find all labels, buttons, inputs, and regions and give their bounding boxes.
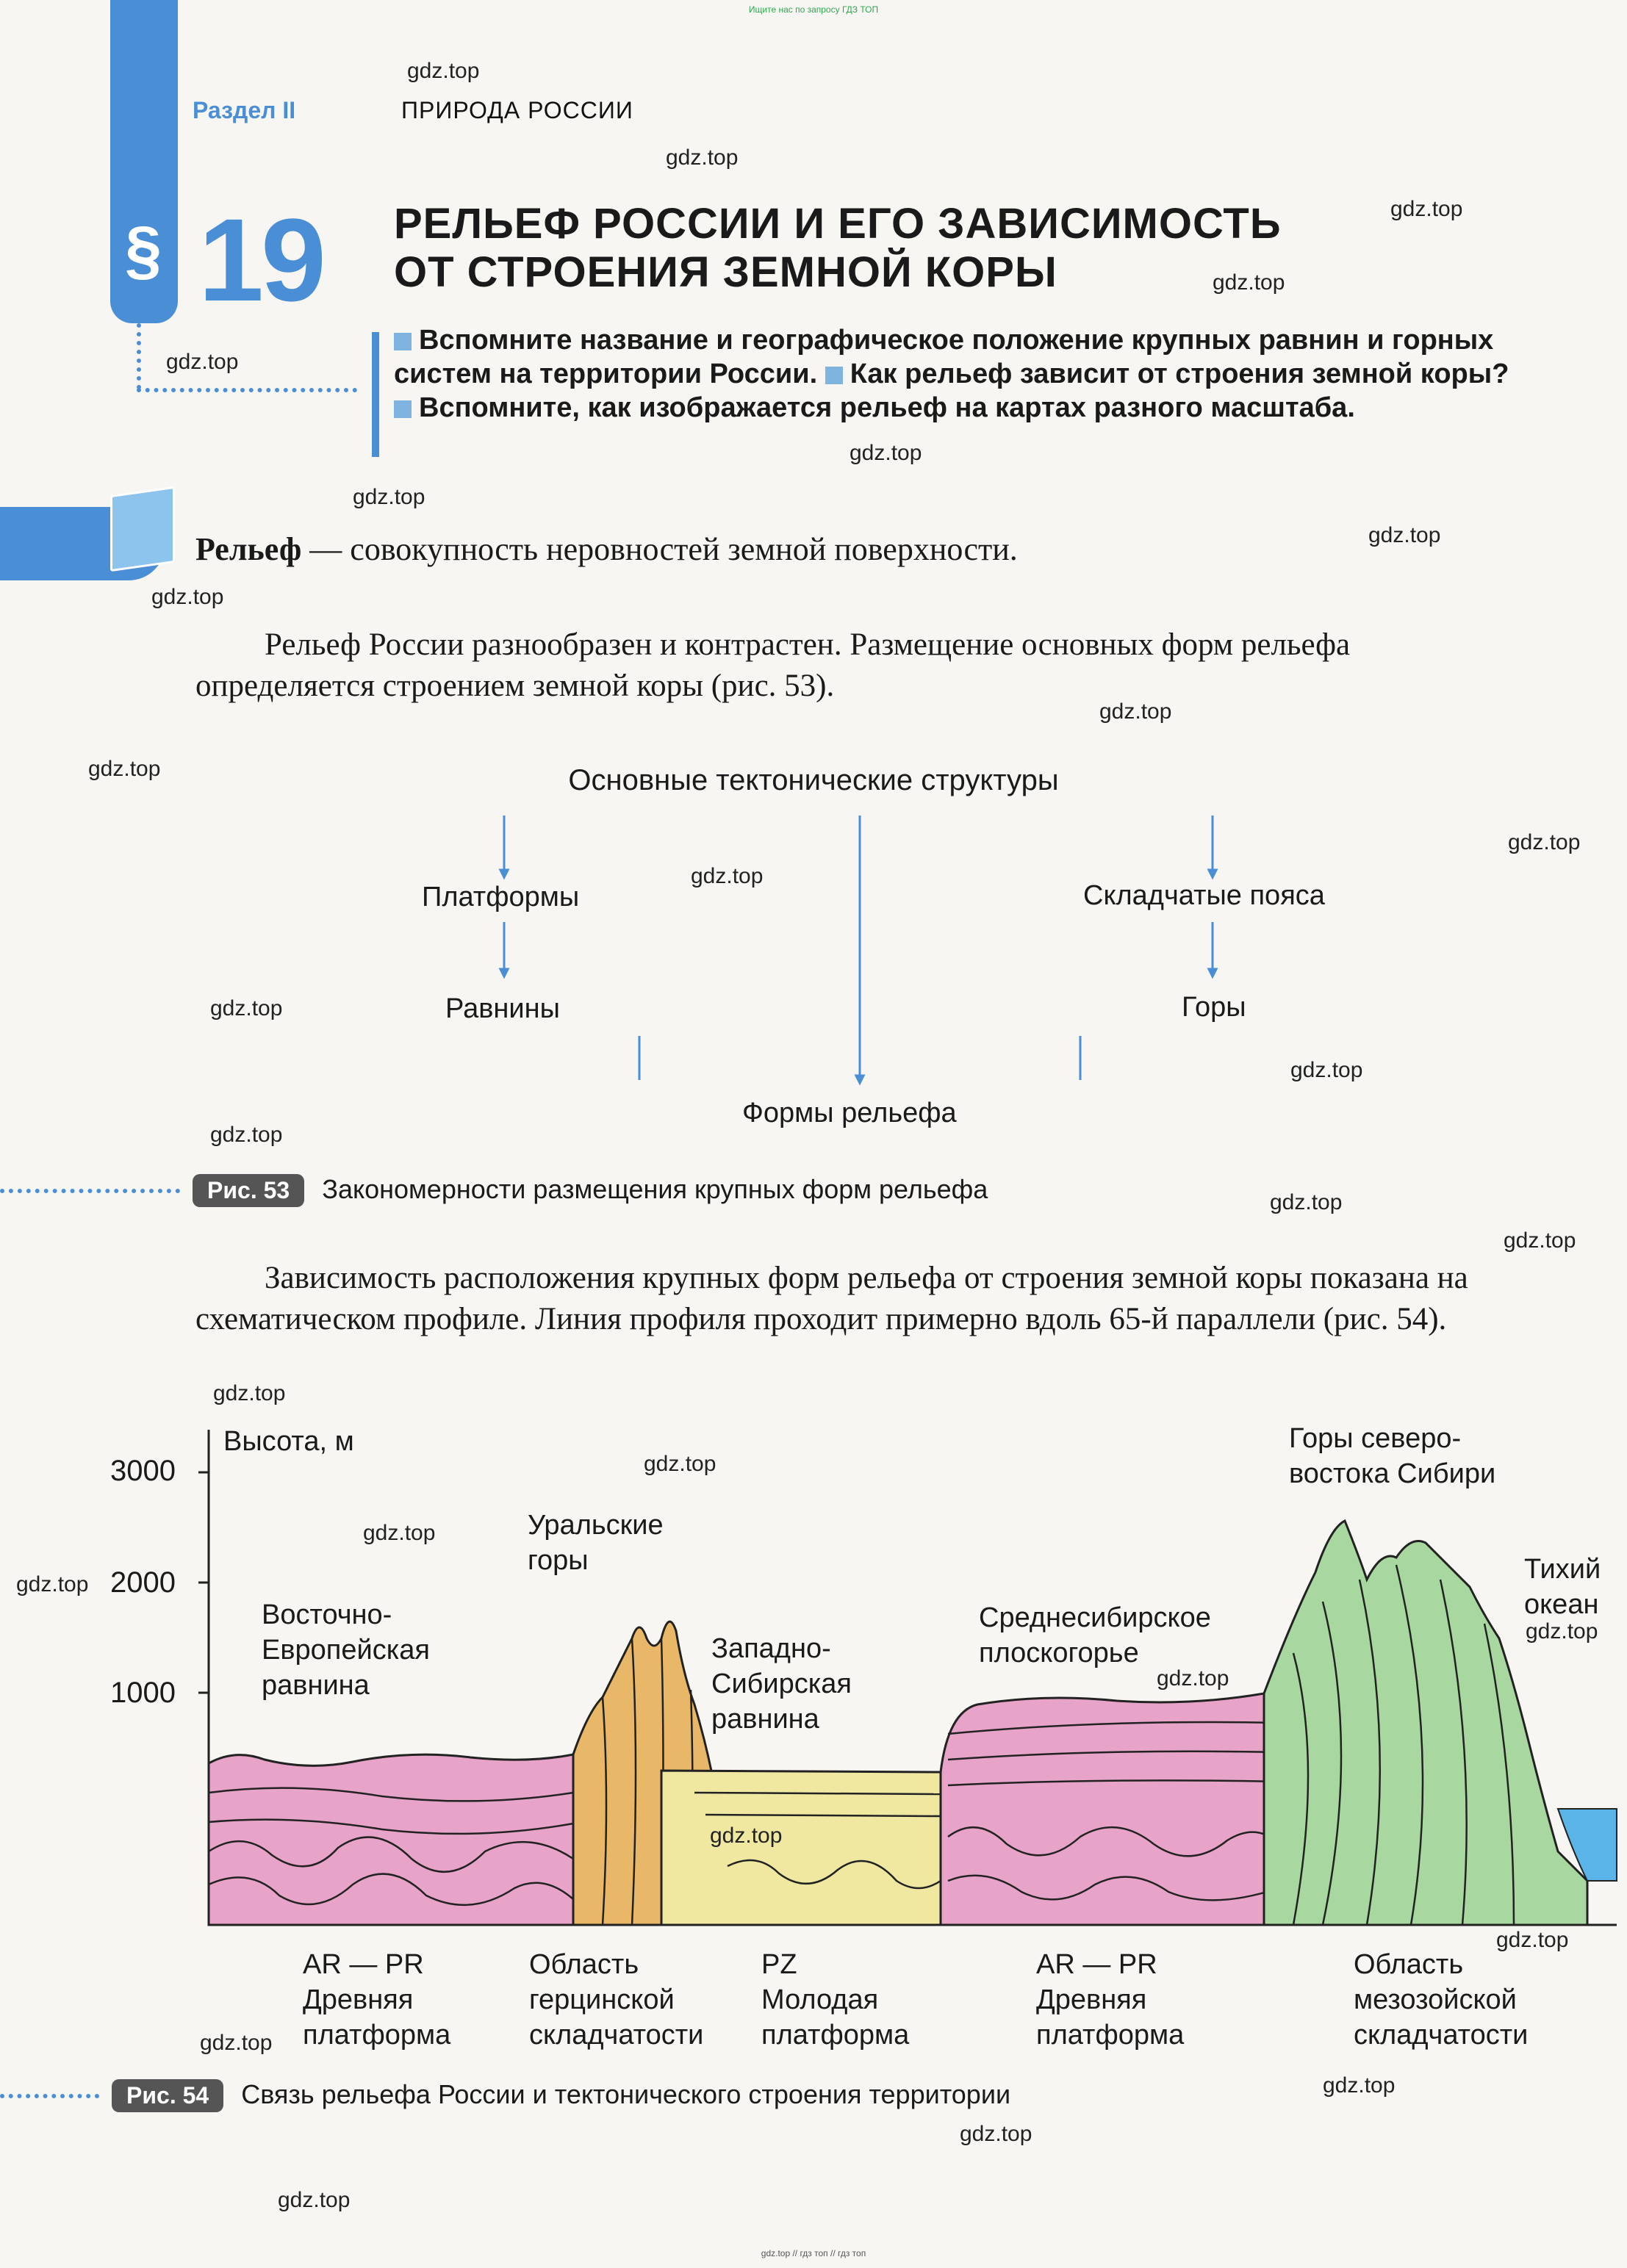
- y-axis-label: Высота, м: [223, 1426, 354, 1457]
- tick-2000: 2000: [110, 1566, 176, 1599]
- title-line-1: РЕЛЬЕФ РОССИИ И ЕГО ЗАВИСИМОСТЬ: [394, 200, 1282, 248]
- node-plains: Равнины: [445, 993, 560, 1024]
- label-line: Древняя: [303, 1984, 414, 2015]
- bottom-label-young-platform: [761, 1947, 909, 2053]
- central-siberian-platform: [941, 1690, 1279, 1925]
- label-line: плоскогорье: [979, 1638, 1139, 1668]
- label-ural-mountains: [528, 1508, 664, 1578]
- watermark: gdz.top: [210, 996, 283, 1020]
- label-line: AR — PR: [1036, 1949, 1157, 1980]
- label-line: AR — PR: [303, 1949, 424, 1980]
- caption-dots: [0, 2094, 99, 2098]
- figure-54-badge: Рис. 54: [112, 2079, 223, 2112]
- paragraph-sign: §: [125, 214, 162, 287]
- watermark: gdz.top: [1508, 830, 1581, 854]
- watermark: gdz.top: [151, 585, 224, 609]
- label-line: Сибирская: [711, 1668, 852, 1699]
- watermark: gdz.top: [213, 1381, 286, 1405]
- node-fold-belts: Складчатые пояса: [1083, 880, 1325, 911]
- tick-1000: 1000: [110, 1677, 176, 1709]
- label-line: складчатости: [1354, 2020, 1529, 2051]
- watermark: gdz.top: [666, 145, 739, 170]
- paragraph-number: 19: [198, 194, 323, 325]
- node-platforms: Платформы: [422, 882, 580, 912]
- label-line: горы: [528, 1545, 589, 1576]
- watermark: gdz.top: [16, 1572, 89, 1596]
- watermark: gdz.top: [710, 1824, 783, 1848]
- label-line: мезозойской: [1354, 1984, 1517, 2015]
- y-axis: [198, 1430, 209, 1925]
- watermark: gdz.top: [166, 350, 239, 374]
- definition-text: — совокупность неровностей земной поверхности.: [301, 531, 1018, 567]
- label-line: Европейская: [262, 1635, 430, 1666]
- figure-53-text: Закономерности размещения крупных форм рельефа: [322, 1174, 988, 1204]
- bottom-label-ancient-platform-west: [303, 1947, 450, 2053]
- label-line: Горы северо-: [1289, 1423, 1462, 1454]
- label-central-siberian-plateau: [979, 1600, 1211, 1671]
- recall-q2: Как рельеф зависит от строения земной коры?: [850, 359, 1509, 389]
- label-line: востока Сибири: [1289, 1458, 1496, 1489]
- watermark: gdz.top: [960, 2122, 1032, 2146]
- bottom-label-mesozoic: [1354, 1947, 1528, 2053]
- label-line: Тихий: [1524, 1554, 1601, 1585]
- watermark: gdz.top: [88, 757, 161, 781]
- figure-54-text: Связь рельефа России и тектонического строения территории: [241, 2079, 1011, 2109]
- watermark: gdz.top: [1270, 1190, 1343, 1214]
- watermark: gdz.top: [1323, 2073, 1396, 2098]
- watermark: gdz.top: [644, 1452, 716, 1476]
- label-pacific-ocean: [1524, 1552, 1601, 1622]
- tick-3000: 3000: [110, 1455, 176, 1487]
- label-line: равнина: [262, 1670, 370, 1701]
- label-line: Западно-: [711, 1633, 831, 1664]
- watermark: gdz.top: [1213, 270, 1285, 295]
- watermark: gdz.top: [1526, 1619, 1598, 1644]
- text-paragraph-2: Зависимость расположения крупных форм рельефа от строения земной коры показана на схематическом профиле. Линия профиля проходит примерно вдоль 65-й параллели (рис. 54).: [195, 1261, 1468, 1336]
- watermark: gdz.top: [363, 1521, 436, 1545]
- label-west-siberian-plain: [711, 1631, 852, 1737]
- label-line: Уральские: [528, 1510, 664, 1541]
- label-line: PZ: [761, 1949, 797, 1980]
- watermark: gdz.top: [210, 1123, 283, 1147]
- watermark: gdz.top: [691, 864, 764, 888]
- east-european-platform: [209, 1754, 573, 1925]
- watermark: gdz.top: [1099, 699, 1172, 724]
- figure-54-caption: [112, 2079, 1010, 2112]
- label-line: Область: [1354, 1949, 1464, 1980]
- definition-term: Рельеф: [195, 531, 302, 567]
- watermark: gdz.top: [353, 485, 425, 509]
- watermark: gdz.top: [407, 59, 480, 83]
- recall-q3: Вспомните, как изображается рельеф на картах разного масштаба.: [419, 392, 1355, 423]
- label-line: платформа: [1036, 2020, 1185, 2051]
- watermark: gdz.top: [1496, 1928, 1569, 1952]
- watermark: gdz.top: [850, 441, 922, 465]
- watermark: gdz.top: [1368, 523, 1441, 547]
- section-name: ПРИРОДА РОССИИ: [401, 97, 633, 123]
- watermark: gdz.top: [1290, 1058, 1363, 1082]
- section-label: Раздел II: [193, 97, 296, 123]
- watermark: gdz.top: [1390, 197, 1463, 221]
- watermark: gdz.top: [200, 2031, 273, 2055]
- label-line: океан: [1524, 1589, 1599, 1620]
- bottom-label-ancient-platform-east: [1036, 1947, 1184, 2053]
- figure-53-badge: Рис. 53: [193, 1174, 304, 1207]
- label-line: Область: [529, 1949, 639, 1980]
- label-line: герцинской: [529, 1984, 675, 2015]
- watermark: gdz.top: [278, 2188, 351, 2212]
- bottom-label-hercynian: [529, 1947, 703, 2053]
- label-line: Среднесибирское: [979, 1602, 1211, 1633]
- watermark: gdz.top: [1504, 1228, 1576, 1253]
- label-east-european-plain: [262, 1597, 430, 1703]
- text-paragraph-1: Рельеф России разнообразен и контрастен. Размещение основных форм рельефа определяется строением земной коры (рис. 53).: [195, 627, 1351, 703]
- watermark: gdz.top: [1157, 1666, 1229, 1691]
- label-ne-siberia-mountains: [1289, 1421, 1495, 1491]
- label-line: Восточно-: [262, 1599, 392, 1630]
- node-mountains: Горы: [1182, 992, 1246, 1023]
- recall-q1: Вспомните название и географическое положение крупных равнин и горных систем на территории России.: [394, 325, 1494, 389]
- bottom-note: gdz.top // гдз топ // гдз топ: [761, 2248, 866, 2258]
- title-line-2: ОТ СТРОЕНИЯ ЗЕМНОЙ КОРЫ: [394, 248, 1057, 296]
- top-note: Ищите нас по запросу ГДЗ ТОП: [748, 4, 879, 15]
- diagram-title: Основные тектонические структуры: [568, 764, 1059, 796]
- label-line: платформа: [761, 2020, 910, 2051]
- node-relief-forms: Формы рельефа: [742, 1098, 957, 1128]
- label-line: Древняя: [1036, 1984, 1147, 2015]
- label-line: Молодая: [761, 1984, 879, 2015]
- label-line: равнина: [711, 1704, 819, 1735]
- label-line: складчатости: [529, 2020, 704, 2051]
- label-line: платформа: [303, 2020, 451, 2051]
